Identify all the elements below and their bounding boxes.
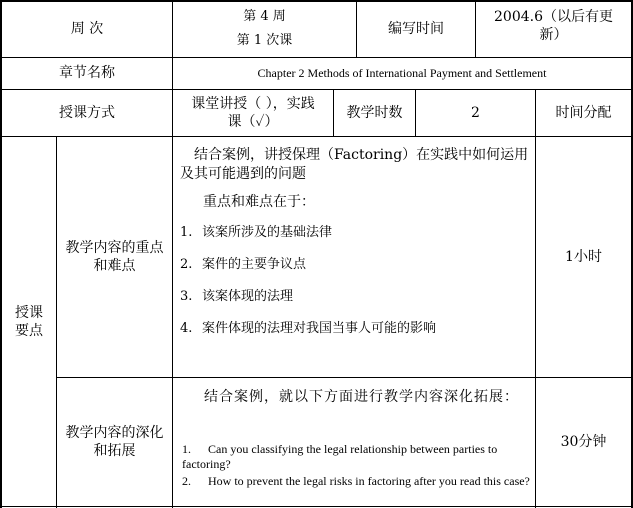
teaching-hours-value: 2: [471, 104, 480, 121]
write-time-value: 2004.6（以后有更新）: [494, 9, 613, 43]
list-item: 1. Can you classifying the legal relationship between parties to factoring?: [182, 442, 498, 471]
deepening-label: 教学内容的深化和拓展: [65, 425, 164, 459]
key-points-section-label: 授课要点: [15, 304, 43, 339]
list-item: 3. 该案体现的法理: [180, 289, 294, 304]
week-cell: [173, 2, 356, 57]
list-item: 2. How to prevent the legal risks in factoring after you read this case?: [182, 474, 530, 488]
session-number: 第 1 次课: [236, 33, 293, 48]
key-difficult-label: 教学内容的重点和难点: [65, 240, 164, 274]
teaching-mode-label: 授课方式: [59, 104, 115, 121]
write-time-label: 编写时间: [388, 21, 444, 37]
chapter-label: 章节名称: [59, 65, 115, 81]
deepening-intro: 结合案例，就以下方面进行教学内容深化拓展：: [204, 389, 519, 405]
key-points-intro: 结合案例，讲授保理（Factoring）在实践中如何运用及其可能遇到的问题: [180, 147, 529, 182]
teaching-mode-value: 课堂讲授（ ），实践课（✓）: [191, 96, 315, 130]
deepening-time: 30分钟: [560, 433, 607, 450]
list-item: 1. 该案所涉及的基础法律: [180, 225, 333, 240]
key-points-time: 1小时: [565, 248, 602, 265]
list-item: 2. 案件的主要争议点: [180, 257, 307, 272]
list-item: 4. 案件体现的法理对我国当事人可能的影响: [180, 321, 437, 336]
chapter-title: Chapter 2 Methods of International Payment and Settlement: [257, 66, 547, 80]
time-allocation-label: 时间分配: [555, 104, 612, 121]
teaching-hours-label: 教学时数: [346, 104, 403, 121]
key-points-subhead: 重点和难点在于：: [203, 194, 315, 210]
week-number: 第 4 周: [243, 9, 286, 24]
week-label: 周 次: [70, 21, 104, 37]
